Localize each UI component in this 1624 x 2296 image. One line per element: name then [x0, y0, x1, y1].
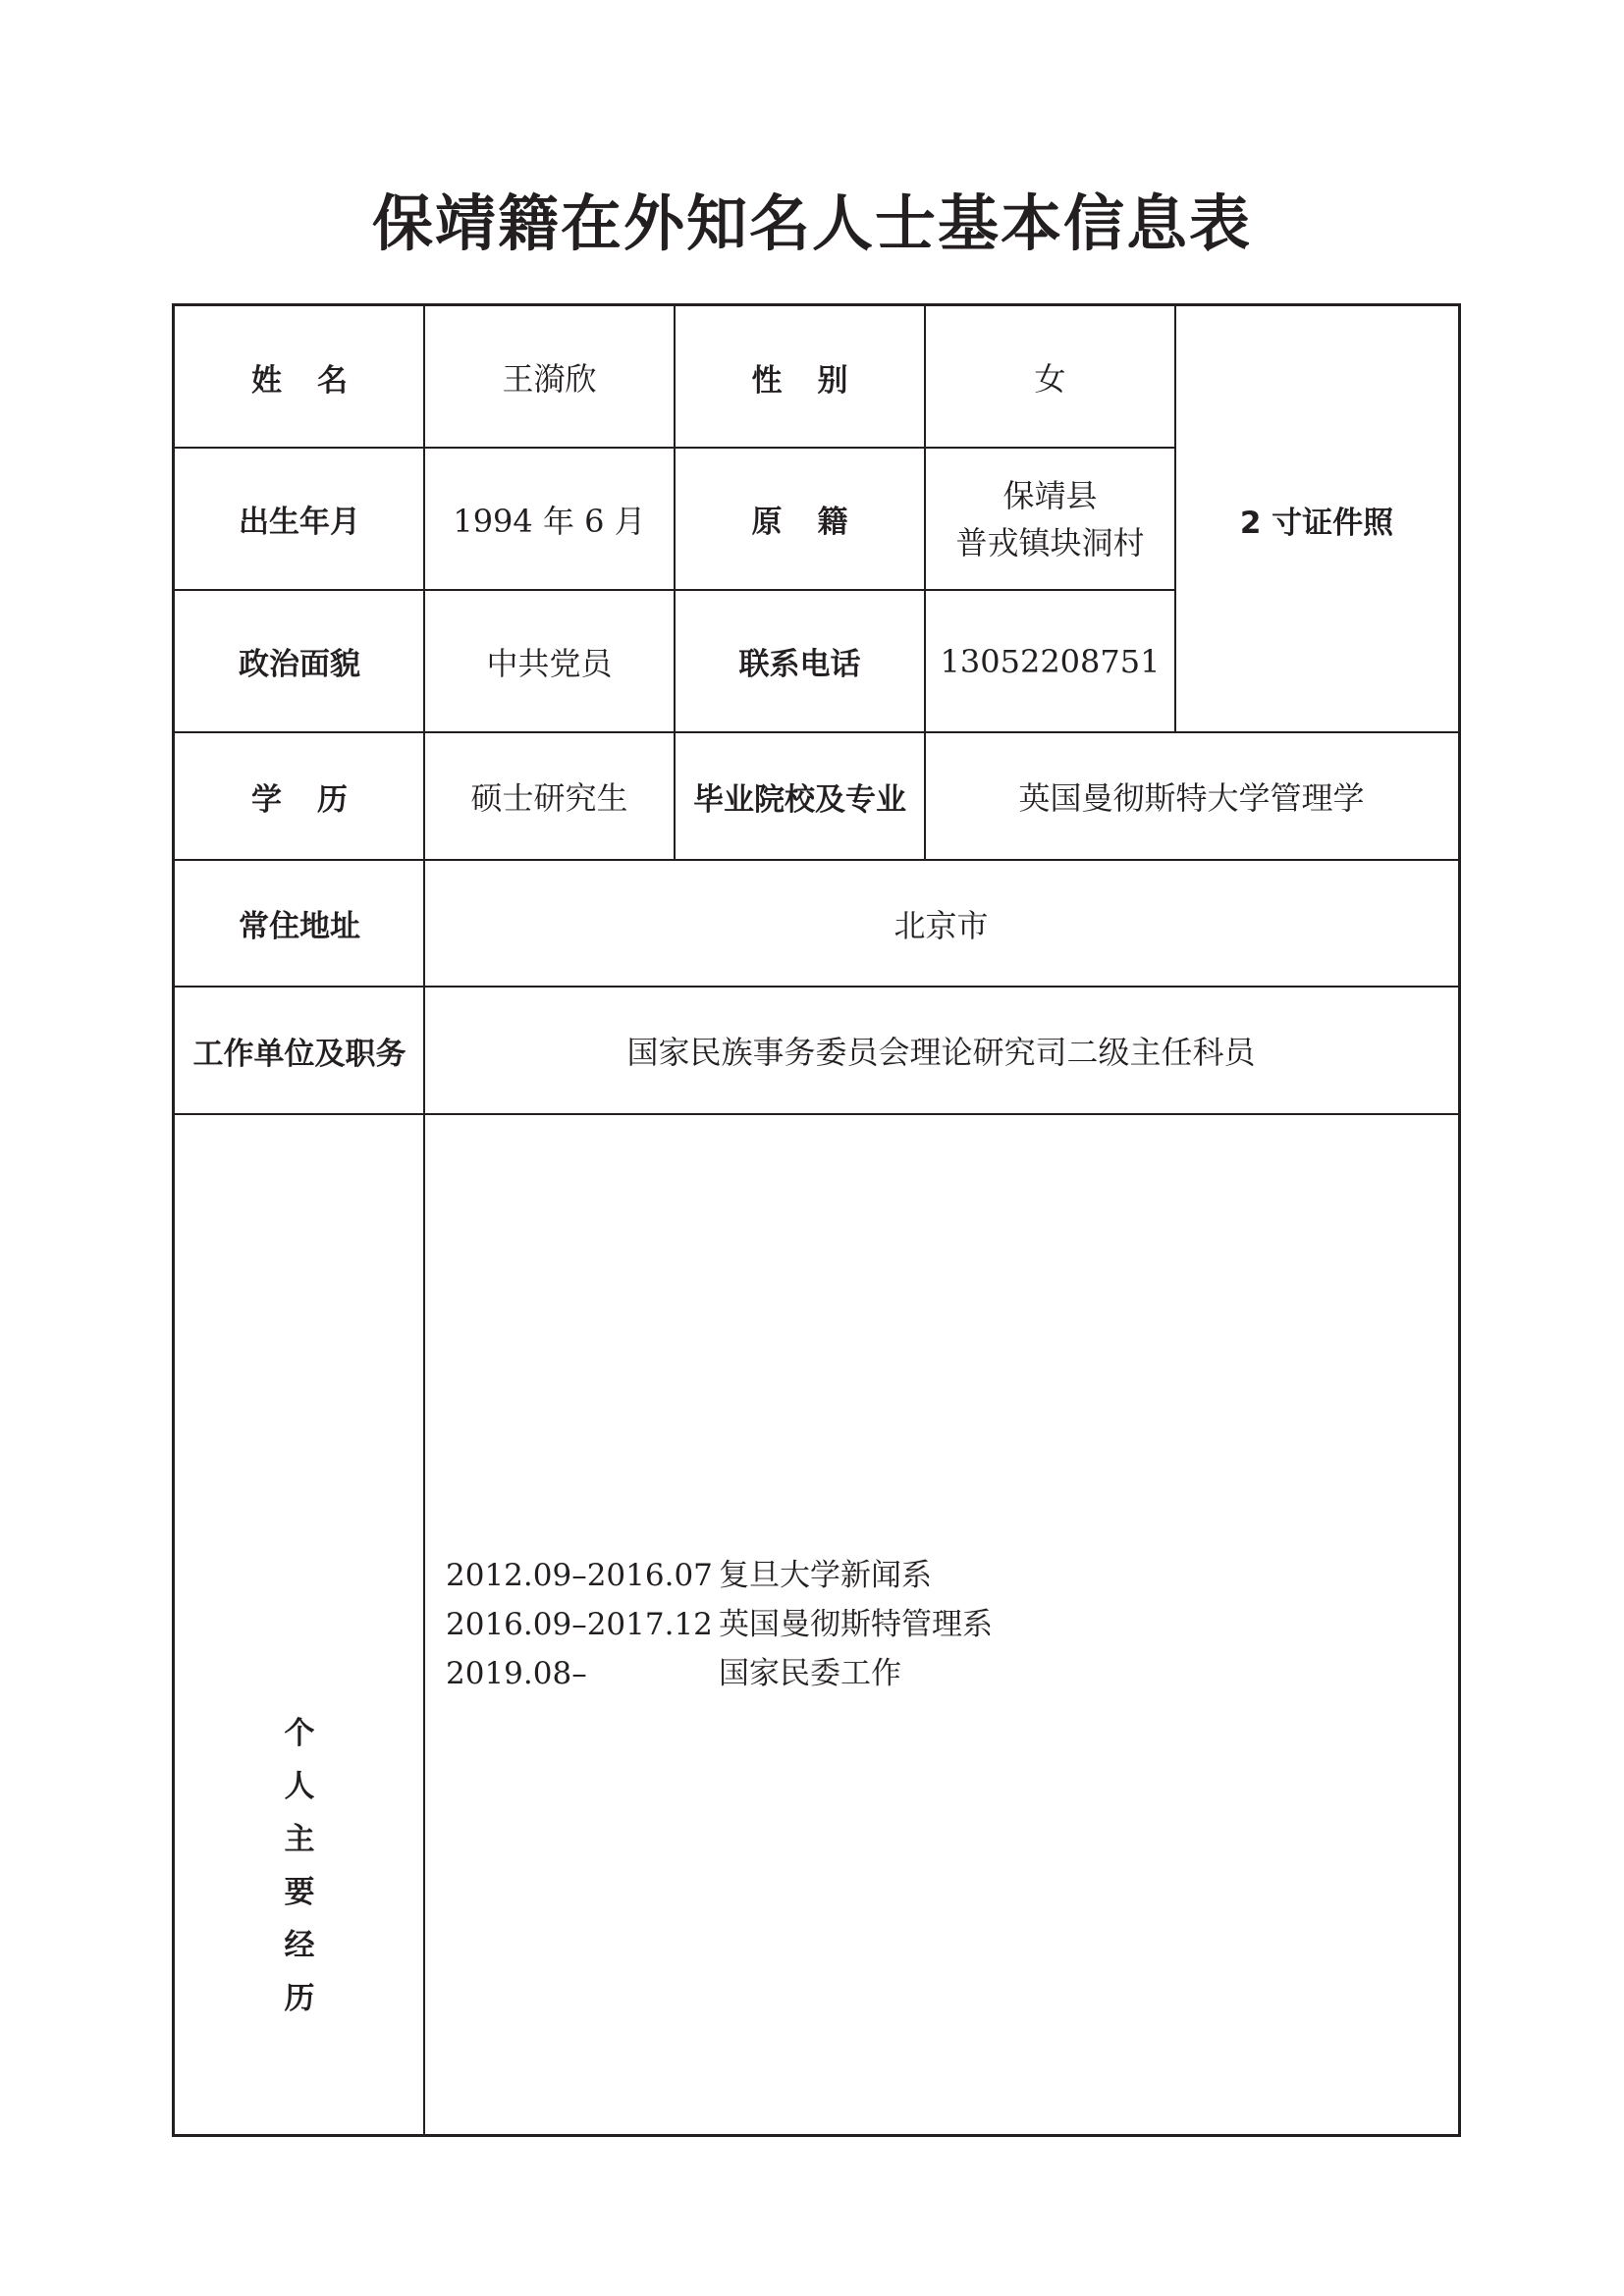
experience-label-char: 经 — [284, 1928, 315, 1963]
experience-period: 2016.09–2017.12 — [446, 1607, 713, 1642]
name-label: 姓名 — [251, 362, 383, 399]
name-value: 王漪欣 — [502, 360, 597, 398]
experience-description: 复旦大学新闻系 — [719, 1558, 932, 1593]
experience-period: 2012.09–2016.07 — [446, 1558, 713, 1593]
experience-list — [446, 1551, 993, 1698]
gender-value: 女 — [1034, 360, 1066, 398]
school-value: 英国曼彻斯特大学管理学 — [1018, 779, 1365, 817]
political-value: 中共党员 — [486, 644, 613, 682]
origin-value — [925, 448, 1175, 590]
education-value: 硕士研究生 — [470, 779, 628, 817]
experience-label-char: 历 — [284, 1981, 315, 2016]
phone-value: 13052208751 — [940, 642, 1161, 680]
experience-description: 英国曼彻斯特管理系 — [719, 1607, 993, 1642]
origin-village: 普戎镇块洞村 — [955, 523, 1145, 561]
experience-label — [175, 1707, 424, 2025]
birth-label: 出生年月 — [239, 505, 360, 540]
gender-label: 性别 — [751, 362, 884, 399]
experience-item — [446, 1600, 993, 1649]
experience-description: 国家民委工作 — [719, 1656, 901, 1691]
address-value: 北京市 — [893, 906, 989, 944]
school-label: 毕业院校及专业 — [693, 781, 906, 818]
experience-item — [446, 1551, 993, 1600]
document-title: 保靖籍在外知名人士基本信息表 — [371, 187, 1252, 259]
experience-item — [446, 1649, 993, 1698]
work-value: 国家民族事务委员会理论研究司二级主任科员 — [626, 1034, 1256, 1071]
address-label: 常住地址 — [239, 909, 360, 944]
phone-label: 联系电话 — [738, 647, 861, 682]
work-label: 工作单位及职务 — [192, 1036, 406, 1072]
education-label: 学历 — [251, 781, 383, 818]
experience-label-char: 要 — [284, 1875, 315, 1910]
birth-value: 1994 年 6 月 — [453, 502, 646, 540]
experience-label-char: 主 — [284, 1822, 315, 1857]
origin-label: 原籍 — [751, 505, 884, 540]
info-form-table — [172, 303, 1461, 2137]
origin-county: 保靖县 — [1002, 476, 1098, 514]
experience-label-char: 个 — [284, 1716, 315, 1751]
photo-placeholder: 2 寸证件照 — [1239, 505, 1394, 541]
political-label: 政治面貌 — [239, 647, 360, 682]
experience-label-char: 人 — [284, 1769, 315, 1804]
experience-period: 2019.08– — [446, 1656, 587, 1691]
